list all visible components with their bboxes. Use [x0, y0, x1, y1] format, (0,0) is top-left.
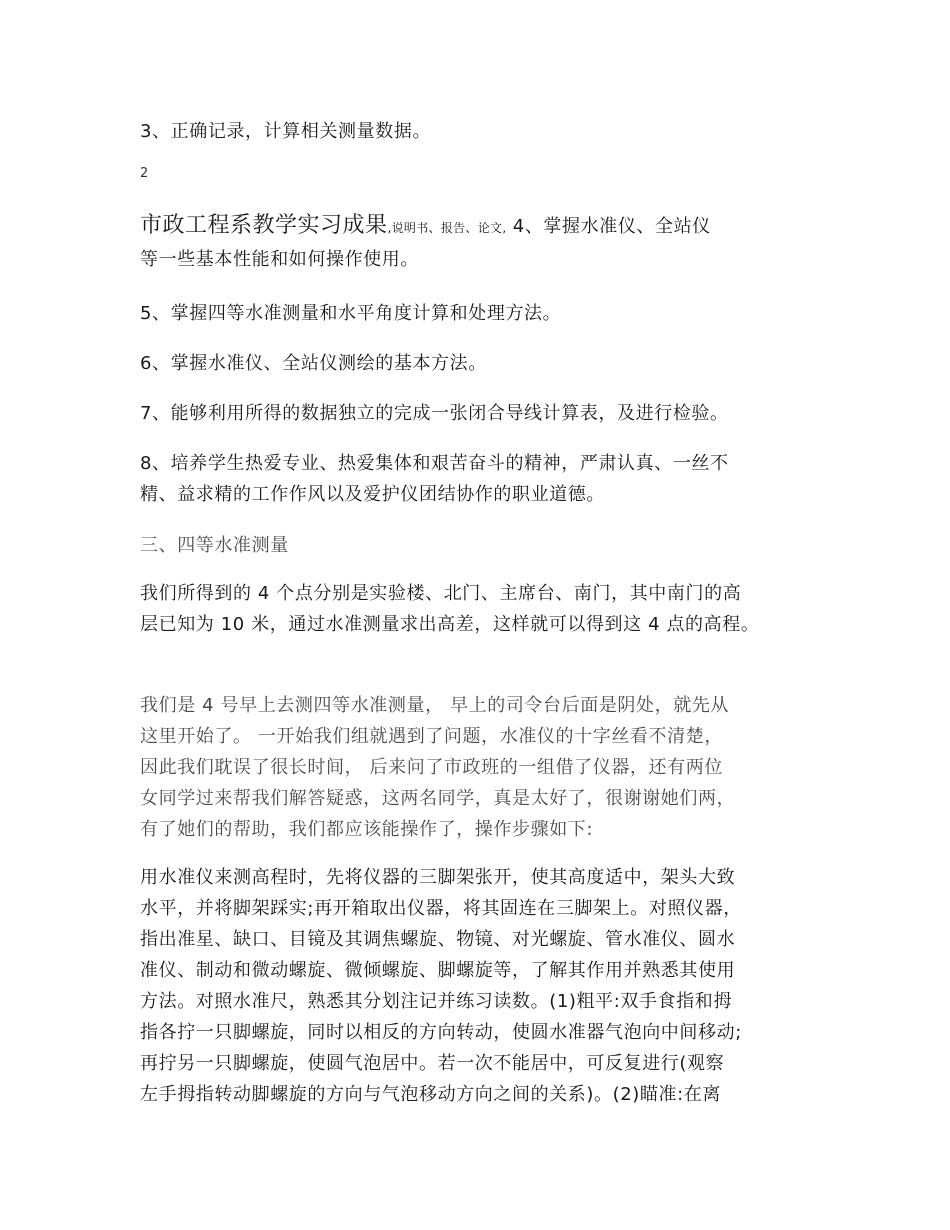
- paragraph-line: 再拧另一只脚螺旋，使圆气泡居中。若一次不能居中，可反复进行(观察: [140, 1053, 725, 1074]
- section-3-heading: 三、四等水准测量: [140, 535, 289, 556]
- paragraph-line: 水平，并将脚架踩实;再开箱取出仪器，将其固连在三脚架上。对照仪器，: [140, 898, 742, 919]
- paragraph-line: 用水准仪来测高程时，先将仪器的三脚架张开，使其高度适中，架头大致: [140, 867, 736, 888]
- paragraph-line: 我们所得到的 4 个点分别是实验楼、北门、主席台、南门，其中南门的高: [140, 583, 742, 604]
- header-block: [140, 210, 820, 275]
- item-8: [140, 448, 820, 510]
- item-3: 3、正确记录，计算相关测量数据。: [140, 121, 432, 142]
- item-8-line: 8、培养学生热爱专业、热爱集体和艰苦奋斗的精神，严肃认真、一丝不: [140, 453, 729, 474]
- paragraph-line: 这里开始了。 一开始我们组就遇到了问题，水准仪的十字丝看不清楚，: [140, 726, 723, 747]
- paragraph-line: 层已知为 10 米，通过水准测量求出高差，这样就可以得到这 4 点的高程。: [140, 614, 760, 635]
- paragraph-2: [140, 690, 820, 845]
- paragraph-line: 女同学过来帮我们解答疑惑，这两名同学，真是太好了，很谢谢她们两，: [140, 788, 736, 809]
- item-4-line-1: 4、掌握水准仪、全站仪: [506, 216, 711, 237]
- paragraph-line: 有了她们的帮助，我们都应该能操作了，操作步骤如下:: [140, 819, 594, 840]
- paragraph-line: 因此我们耽误了很长时间， 后来问了市政班的一组借了仪器，还有两位: [140, 757, 723, 778]
- paragraph-3: [140, 862, 820, 1110]
- paragraph-line: 指各拧一只脚螺旋，同时以相反的方向转动，使圆水准器气泡向中间移动;: [140, 1022, 742, 1043]
- document-subtitle: ,说明书、报告、论文,: [387, 221, 507, 235]
- item-4-line-2: 等一些基本性能和如何操作使用。: [140, 249, 419, 270]
- paragraph-line: 准仪、制动和微动螺旋、微倾螺旋、脚螺旋等，了解其作用并熟悉其使用: [140, 960, 736, 981]
- item-7: 7、能够利用所得的数据独立的完成一张闭合导线计算表，及进行检验。: [140, 403, 729, 424]
- paragraph-line: 方法。对照水准尺，熟悉其分划注记并练习读数。(1)粗平:双手食指和拇: [140, 991, 732, 1012]
- document-title: 市政工程系教学实习成果: [140, 213, 388, 238]
- item-5: 5、掌握四等水准测量和水平角度计算和处理方法。: [140, 303, 562, 324]
- page-number: 2: [140, 166, 149, 181]
- item-6: 6、掌握水准仪、全站仪测绘的基本方法。: [140, 353, 487, 374]
- paragraph-1: [140, 578, 820, 640]
- item-8-line: 精、益求精的工作作风以及爱护仪团结协作的职业道德。: [140, 484, 605, 505]
- paragraph-line: 左手拇指转动脚螺旋的方向与气泡移动方向之间的关系)。(2)瞄准:在离: [140, 1084, 721, 1105]
- paragraph-line: 我们是 4 号早上去测四等水准测量， 早上的司令台后面是阴处，就先从: [140, 695, 730, 716]
- paragraph-line: 指出准星、缺口、目镜及其调焦螺旋、物镜、对光螺旋、管水准仪、圆水: [140, 929, 736, 950]
